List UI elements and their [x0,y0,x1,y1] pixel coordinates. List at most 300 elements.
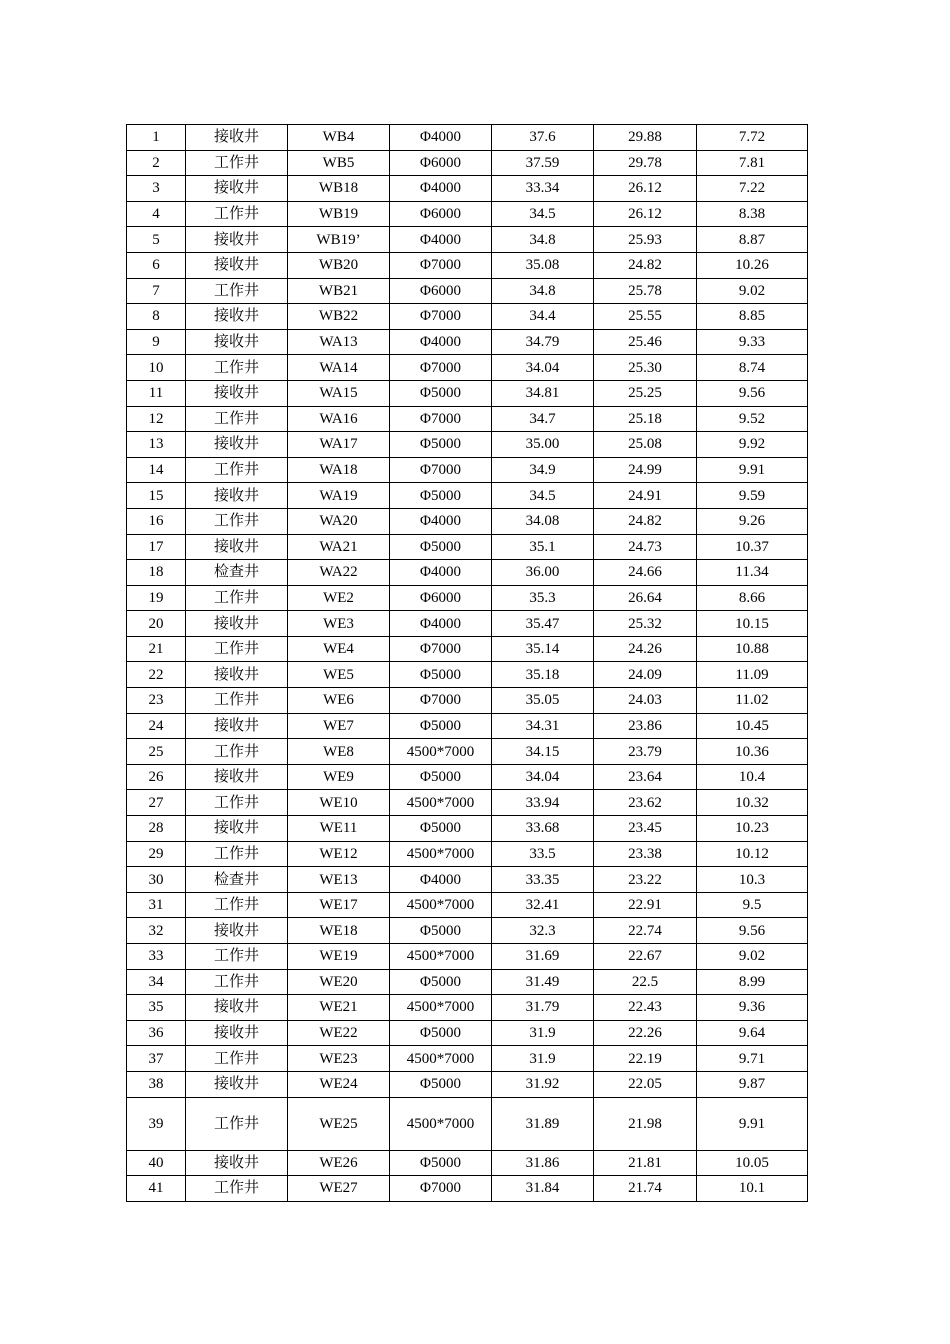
row-number-cell: 32 [127,918,186,944]
size-cell: Φ6000 [390,585,492,611]
well-table-body [127,125,808,1202]
ground-elevation-cell: 34.4 [492,304,594,330]
ground-elevation-cell: 33.35 [492,867,594,893]
depth-cell: 10.12 [697,841,808,867]
well-id-cell: WE11 [288,816,390,842]
depth-cell: 10.3 [697,867,808,893]
well-type-cell: 检查井 [186,560,288,586]
row-number-cell: 16 [127,508,186,534]
ground-elevation-cell: 35.47 [492,611,594,637]
size-cell: Φ4000 [390,125,492,151]
well-id-cell: WE4 [288,636,390,662]
well-type-cell: 工作井 [186,457,288,483]
well-type-cell: 工作井 [186,406,288,432]
depth-cell: 9.56 [697,380,808,406]
depth-cell: 7.81 [697,150,808,176]
ground-elevation-cell: 36.00 [492,560,594,586]
table-row [127,380,808,406]
table-row [127,841,808,867]
well-type-cell: 工作井 [186,201,288,227]
size-cell: 4500*7000 [390,944,492,970]
bottom-elevation-cell: 26.12 [594,201,697,227]
bottom-elevation-cell: 24.03 [594,688,697,714]
well-id-cell: WE23 [288,1046,390,1072]
well-type-cell: 接收井 [186,1071,288,1097]
well-type-cell: 接收井 [186,1020,288,1046]
table-row [127,688,808,714]
bottom-elevation-cell: 24.26 [594,636,697,662]
table-row [127,508,808,534]
well-type-cell: 工作井 [186,739,288,765]
well-type-cell: 接收井 [186,176,288,202]
ground-elevation-cell: 34.8 [492,278,594,304]
row-number-cell: 7 [127,278,186,304]
row-number-cell: 21 [127,636,186,662]
bottom-elevation-cell: 23.62 [594,790,697,816]
well-id-cell: WE6 [288,688,390,714]
ground-elevation-cell: 34.31 [492,713,594,739]
table-row [127,560,808,586]
bottom-elevation-cell: 22.26 [594,1020,697,1046]
row-number-cell: 14 [127,457,186,483]
ground-elevation-cell: 34.5 [492,201,594,227]
ground-elevation-cell: 33.34 [492,176,594,202]
well-id-cell: WE17 [288,892,390,918]
row-number-cell: 31 [127,892,186,918]
well-type-cell: 接收井 [186,252,288,278]
well-type-cell: 接收井 [186,918,288,944]
well-type-cell: 工作井 [186,636,288,662]
depth-cell: 10.36 [697,739,808,765]
row-number-cell: 24 [127,713,186,739]
depth-cell: 10.26 [697,252,808,278]
row-number-cell: 23 [127,688,186,714]
depth-cell: 10.05 [697,1150,808,1176]
row-number-cell: 40 [127,1150,186,1176]
depth-cell: 11.02 [697,688,808,714]
well-type-cell: 接收井 [186,432,288,458]
well-id-cell: WE21 [288,995,390,1021]
well-id-cell: WB18 [288,176,390,202]
well-id-cell: WE18 [288,918,390,944]
row-number-cell: 19 [127,585,186,611]
well-id-cell: WA19 [288,483,390,509]
depth-cell: 9.59 [697,483,808,509]
size-cell: Φ7000 [390,252,492,278]
row-number-cell: 8 [127,304,186,330]
well-type-cell: 接收井 [186,662,288,688]
well-type-cell: 工作井 [186,969,288,995]
well-id-cell: WA15 [288,380,390,406]
depth-cell: 9.87 [697,1071,808,1097]
table-row [127,636,808,662]
ground-elevation-cell: 34.04 [492,355,594,381]
size-cell: Φ5000 [390,432,492,458]
depth-cell: 10.37 [697,534,808,560]
row-number-cell: 29 [127,841,186,867]
well-id-cell: WA20 [288,508,390,534]
size-cell: Φ5000 [390,764,492,790]
depth-cell: 8.87 [697,227,808,253]
size-cell: Φ6000 [390,150,492,176]
well-id-cell: WB22 [288,304,390,330]
bottom-elevation-cell: 25.30 [594,355,697,381]
well-id-cell: WE25 [288,1097,390,1150]
row-number-cell: 39 [127,1097,186,1150]
table-row [127,611,808,637]
table-row [127,1071,808,1097]
depth-cell: 9.91 [697,457,808,483]
ground-elevation-cell: 34.8 [492,227,594,253]
well-type-cell: 接收井 [186,534,288,560]
size-cell: Φ6000 [390,201,492,227]
size-cell: 4500*7000 [390,1097,492,1150]
row-number-cell: 1 [127,125,186,151]
ground-elevation-cell: 31.86 [492,1150,594,1176]
ground-elevation-cell: 34.7 [492,406,594,432]
depth-cell: 11.09 [697,662,808,688]
table-row [127,892,808,918]
depth-cell: 9.36 [697,995,808,1021]
size-cell: Φ4000 [390,329,492,355]
well-type-cell: 工作井 [186,585,288,611]
ground-elevation-cell: 31.92 [492,1071,594,1097]
ground-elevation-cell: 35.00 [492,432,594,458]
well-type-cell: 工作井 [186,150,288,176]
bottom-elevation-cell: 23.79 [594,739,697,765]
table-row [127,790,808,816]
table-row [127,764,808,790]
well-type-cell: 工作井 [186,841,288,867]
depth-cell: 9.56 [697,918,808,944]
bottom-elevation-cell: 23.86 [594,713,697,739]
bottom-elevation-cell: 24.73 [594,534,697,560]
well-type-cell: 接收井 [186,304,288,330]
row-number-cell: 26 [127,764,186,790]
size-cell: Φ4000 [390,560,492,586]
table-row [127,1150,808,1176]
ground-elevation-cell: 34.08 [492,508,594,534]
well-type-cell: 接收井 [186,329,288,355]
bottom-elevation-cell: 21.98 [594,1097,697,1150]
table-row [127,585,808,611]
ground-elevation-cell: 32.41 [492,892,594,918]
bottom-elevation-cell: 22.43 [594,995,697,1021]
table-row [127,176,808,202]
well-id-cell: WE12 [288,841,390,867]
size-cell: Φ5000 [390,713,492,739]
well-id-cell: WA14 [288,355,390,381]
well-type-cell: 接收井 [186,764,288,790]
row-number-cell: 41 [127,1176,186,1202]
table-row [127,125,808,151]
size-cell: Φ7000 [390,1176,492,1202]
size-cell: Φ5000 [390,1071,492,1097]
bottom-elevation-cell: 22.19 [594,1046,697,1072]
size-cell: Φ5000 [390,1150,492,1176]
row-number-cell: 27 [127,790,186,816]
size-cell: 4500*7000 [390,995,492,1021]
bottom-elevation-cell: 29.78 [594,150,697,176]
size-cell: Φ7000 [390,688,492,714]
table-row [127,1046,808,1072]
well-table [126,124,808,1202]
bottom-elevation-cell: 22.74 [594,918,697,944]
ground-elevation-cell: 31.89 [492,1097,594,1150]
row-number-cell: 22 [127,662,186,688]
bottom-elevation-cell: 24.09 [594,662,697,688]
bottom-elevation-cell: 25.08 [594,432,697,458]
size-cell: Φ5000 [390,918,492,944]
table-row [127,457,808,483]
well-id-cell: WB5 [288,150,390,176]
bottom-elevation-cell: 22.05 [594,1071,697,1097]
ground-elevation-cell: 34.04 [492,764,594,790]
table-row [127,918,808,944]
ground-elevation-cell: 35.14 [492,636,594,662]
row-number-cell: 2 [127,150,186,176]
bottom-elevation-cell: 25.25 [594,380,697,406]
row-number-cell: 35 [127,995,186,1021]
ground-elevation-cell: 34.9 [492,457,594,483]
well-type-cell: 接收井 [186,380,288,406]
bottom-elevation-cell: 25.55 [594,304,697,330]
row-number-cell: 15 [127,483,186,509]
size-cell: Φ6000 [390,278,492,304]
depth-cell: 9.52 [697,406,808,432]
depth-cell: 9.33 [697,329,808,355]
row-number-cell: 9 [127,329,186,355]
depth-cell: 9.26 [697,508,808,534]
size-cell: Φ4000 [390,611,492,637]
depth-cell: 8.85 [697,304,808,330]
well-type-cell: 工作井 [186,790,288,816]
depth-cell: 10.15 [697,611,808,637]
ground-elevation-cell: 32.3 [492,918,594,944]
ground-elevation-cell: 37.6 [492,125,594,151]
depth-cell: 8.99 [697,969,808,995]
well-id-cell: WE22 [288,1020,390,1046]
table-row [127,944,808,970]
bottom-elevation-cell: 23.22 [594,867,697,893]
ground-elevation-cell: 34.81 [492,380,594,406]
table-row [127,1020,808,1046]
well-id-cell: WE9 [288,764,390,790]
bottom-elevation-cell: 22.67 [594,944,697,970]
row-number-cell: 38 [127,1071,186,1097]
size-cell: Φ7000 [390,457,492,483]
depth-cell: 10.23 [697,816,808,842]
table-row [127,278,808,304]
well-id-cell: WE7 [288,713,390,739]
well-id-cell: WA17 [288,432,390,458]
well-id-cell: WB21 [288,278,390,304]
well-id-cell: WE2 [288,585,390,611]
table-row [127,1176,808,1202]
size-cell: 4500*7000 [390,892,492,918]
ground-elevation-cell: 34.15 [492,739,594,765]
well-type-cell: 接收井 [186,816,288,842]
bottom-elevation-cell: 29.88 [594,125,697,151]
bottom-elevation-cell: 23.45 [594,816,697,842]
well-id-cell: WA21 [288,534,390,560]
well-type-cell: 工作井 [186,944,288,970]
well-type-cell: 接收井 [186,227,288,253]
well-id-cell: WE19 [288,944,390,970]
bottom-elevation-cell: 25.32 [594,611,697,637]
ground-elevation-cell: 35.05 [492,688,594,714]
size-cell: Φ4000 [390,867,492,893]
size-cell: Φ5000 [390,534,492,560]
row-number-cell: 5 [127,227,186,253]
size-cell: 4500*7000 [390,1046,492,1072]
ground-elevation-cell: 33.68 [492,816,594,842]
well-id-cell: WE10 [288,790,390,816]
ground-elevation-cell: 34.5 [492,483,594,509]
table-row [127,227,808,253]
depth-cell: 7.22 [697,176,808,202]
well-id-cell: WA22 [288,560,390,586]
table-row [127,713,808,739]
well-type-cell: 接收井 [186,483,288,509]
depth-cell: 9.92 [697,432,808,458]
table-row [127,201,808,227]
depth-cell: 9.02 [697,944,808,970]
table-row [127,432,808,458]
size-cell: 4500*7000 [390,790,492,816]
table-row [127,739,808,765]
well-id-cell: WE24 [288,1071,390,1097]
size-cell: Φ4000 [390,508,492,534]
ground-elevation-cell: 35.1 [492,534,594,560]
well-type-cell: 工作井 [186,508,288,534]
size-cell: Φ5000 [390,483,492,509]
well-type-cell: 接收井 [186,611,288,637]
ground-elevation-cell: 31.84 [492,1176,594,1202]
row-number-cell: 34 [127,969,186,995]
well-type-cell: 工作井 [186,1097,288,1150]
well-id-cell: WE27 [288,1176,390,1202]
depth-cell: 11.34 [697,560,808,586]
ground-elevation-cell: 31.79 [492,995,594,1021]
depth-cell: 10.1 [697,1176,808,1202]
bottom-elevation-cell: 25.18 [594,406,697,432]
size-cell: Φ7000 [390,406,492,432]
ground-elevation-cell: 31.9 [492,1046,594,1072]
ground-elevation-cell: 31.69 [492,944,594,970]
row-number-cell: 13 [127,432,186,458]
depth-cell: 10.45 [697,713,808,739]
ground-elevation-cell: 35.08 [492,252,594,278]
ground-elevation-cell: 35.18 [492,662,594,688]
well-id-cell: WA13 [288,329,390,355]
size-cell: Φ5000 [390,816,492,842]
row-number-cell: 33 [127,944,186,970]
ground-elevation-cell: 33.5 [492,841,594,867]
well-id-cell: WA18 [288,457,390,483]
well-id-cell: WE26 [288,1150,390,1176]
well-id-cell: WE3 [288,611,390,637]
bottom-elevation-cell: 25.93 [594,227,697,253]
table-row [127,662,808,688]
bottom-elevation-cell: 24.82 [594,252,697,278]
well-type-cell: 接收井 [186,125,288,151]
depth-cell: 10.32 [697,790,808,816]
table-row [127,355,808,381]
row-number-cell: 20 [127,611,186,637]
well-type-cell: 检查井 [186,867,288,893]
row-number-cell: 17 [127,534,186,560]
well-type-cell: 接收井 [186,713,288,739]
ground-elevation-cell: 37.59 [492,150,594,176]
depth-cell: 10.4 [697,764,808,790]
depth-cell: 7.72 [697,125,808,151]
bottom-elevation-cell: 26.12 [594,176,697,202]
size-cell: Φ5000 [390,969,492,995]
size-cell: Φ5000 [390,380,492,406]
bottom-elevation-cell: 22.5 [594,969,697,995]
table-row [127,406,808,432]
well-id-cell: WA16 [288,406,390,432]
table-row [127,304,808,330]
row-number-cell: 6 [127,252,186,278]
ground-elevation-cell: 31.9 [492,1020,594,1046]
table-row [127,150,808,176]
depth-cell: 9.5 [697,892,808,918]
depth-cell: 8.66 [697,585,808,611]
well-type-cell: 接收井 [186,1150,288,1176]
bottom-elevation-cell: 21.81 [594,1150,697,1176]
bottom-elevation-cell: 21.74 [594,1176,697,1202]
bottom-elevation-cell: 24.82 [594,508,697,534]
well-id-cell: WB19 [288,201,390,227]
table-row [127,995,808,1021]
table-row [127,1097,808,1150]
well-type-cell: 工作井 [186,1176,288,1202]
well-type-cell: 工作井 [186,892,288,918]
ground-elevation-cell: 34.79 [492,329,594,355]
bottom-elevation-cell: 26.64 [594,585,697,611]
bottom-elevation-cell: 22.91 [594,892,697,918]
row-number-cell: 30 [127,867,186,893]
ground-elevation-cell: 33.94 [492,790,594,816]
bottom-elevation-cell: 23.64 [594,764,697,790]
well-type-cell: 工作井 [186,355,288,381]
table-row [127,816,808,842]
well-id-cell: WE5 [288,662,390,688]
depth-cell: 9.02 [697,278,808,304]
size-cell: Φ5000 [390,1020,492,1046]
size-cell: Φ7000 [390,636,492,662]
well-id-cell: WB20 [288,252,390,278]
row-number-cell: 18 [127,560,186,586]
depth-cell: 10.88 [697,636,808,662]
ground-elevation-cell: 35.3 [492,585,594,611]
size-cell: Φ7000 [390,304,492,330]
size-cell: Φ4000 [390,176,492,202]
row-number-cell: 25 [127,739,186,765]
well-type-cell: 工作井 [186,688,288,714]
row-number-cell: 37 [127,1046,186,1072]
size-cell: Φ7000 [390,355,492,381]
table-row [127,534,808,560]
well-id-cell: WE13 [288,867,390,893]
table-row [127,483,808,509]
table-row [127,969,808,995]
well-id-cell: WE8 [288,739,390,765]
size-cell: 4500*7000 [390,739,492,765]
depth-cell: 9.91 [697,1097,808,1150]
